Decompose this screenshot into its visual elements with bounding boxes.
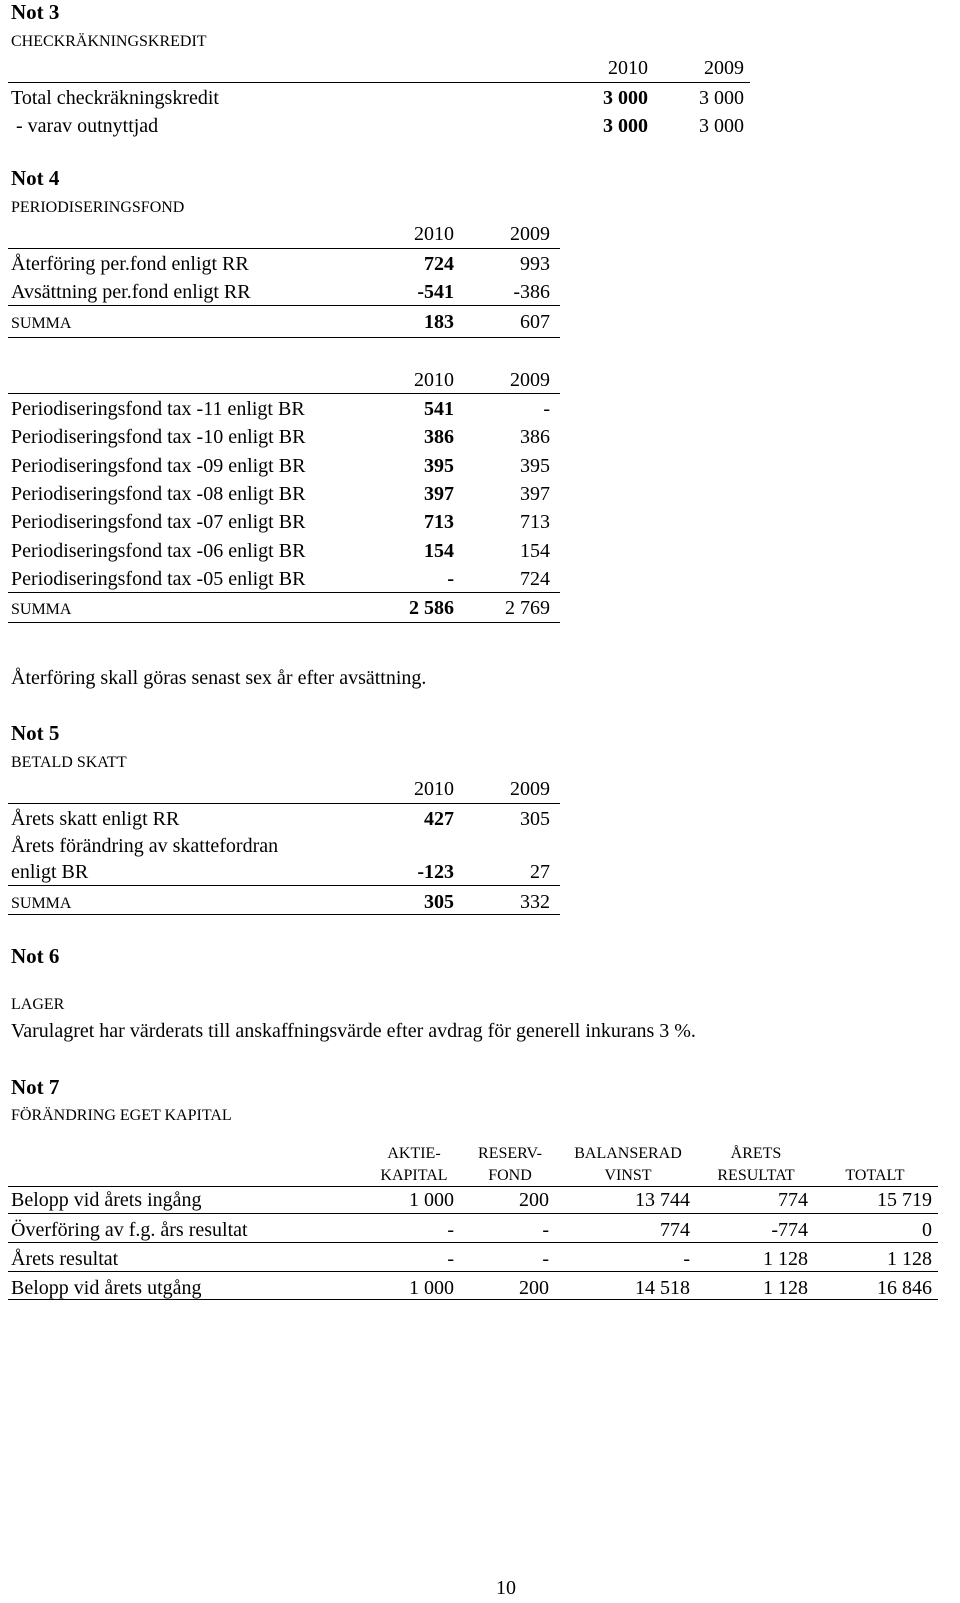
note4-sum2-underline (8, 622, 560, 623)
note7-row-cell: - (542, 1248, 549, 1270)
note7-subtitle: FÖRÄNDRING EGET KAPITAL (11, 1107, 232, 1124)
note5-header-rule (8, 803, 560, 804)
note5-sum-value-2009: 332 (520, 891, 550, 913)
note4-sum2-value-2009: 2 769 (505, 597, 550, 619)
note4-row-value-2010: 724 (424, 253, 454, 275)
note7-column-header-line2: RESULTAT (717, 1167, 795, 1184)
note7-row-rule (8, 1271, 938, 1272)
note4-table2-row-value-2010: - (447, 568, 454, 590)
note5-row1-label: Årets skatt enligt RR (11, 808, 180, 830)
note4-row-value-2009: -386 (513, 281, 550, 303)
note7-row-rule (8, 1213, 938, 1214)
note4-subtitle: PERIODISERINGSFOND (11, 199, 185, 216)
note4-table2-row-value-2009: 395 (520, 455, 550, 477)
note4-sum-value-2009: 607 (520, 311, 550, 333)
note3-row-label: - varav outnyttjad (11, 115, 159, 137)
note7-column-header-line1: RESERV- (478, 1145, 542, 1162)
note4-table2-row-label: Periodiseringsfond tax -08 enligt BR (11, 483, 306, 505)
note4-table2-row-label: Periodiseringsfond tax -07 enligt BR (11, 511, 306, 533)
note4-sum2-value-2010: 2 586 (409, 597, 454, 619)
note4-title: Not 4 (11, 166, 60, 190)
note7-row-cell: 774 (660, 1219, 690, 1241)
note5-row2-value-2009: 27 (530, 861, 550, 883)
note5-subtitle: BETALD SKATT (11, 754, 127, 771)
note3-row-value-2010: 3 000 (603, 115, 648, 137)
note5-year-2009: 2009 (510, 778, 550, 800)
note4-table2-year-2010: 2010 (414, 369, 454, 391)
note7-row-cell: 200 (519, 1189, 549, 1211)
note3-row-value-2010: 3 000 (603, 87, 648, 109)
note4-sum2-label: SUMMA (11, 601, 72, 618)
note5-sum-label: SUMMA (11, 895, 72, 912)
note7-row-cell: - (683, 1248, 690, 1270)
note5-row1-value-2009: 305 (520, 808, 550, 830)
note7-row-label: Belopp vid årets ingång (11, 1189, 202, 1211)
note4-table2-row-label: Periodiseringsfond tax -10 enligt BR (11, 426, 306, 448)
note5-sum-underline (8, 914, 560, 915)
note4-table2-row-value-2010: 397 (424, 483, 454, 505)
note4-sum-rule (8, 305, 560, 306)
note4-table2-row-value-2010: 386 (424, 426, 454, 448)
note4-sum-label: SUMMA (11, 315, 72, 332)
note7-row-cell: 15 719 (877, 1189, 932, 1211)
note6-subtitle: LAGER (11, 996, 65, 1013)
note4-table2-row-label: Periodiseringsfond tax -05 enligt BR (11, 568, 306, 590)
note4-table2-row-label: Periodiseringsfond tax -09 enligt BR (11, 455, 306, 477)
note4-table2-row-value-2009: 154 (520, 540, 550, 562)
note7-row-cell: 13 744 (635, 1189, 690, 1211)
note3-title: Not 3 (11, 0, 60, 24)
note7-row-cell: 200 (519, 1277, 549, 1299)
note5-title: Not 5 (11, 721, 60, 745)
note4-table2-row-value-2010: 154 (424, 540, 454, 562)
note7-row-rule (8, 1299, 938, 1300)
note4-header-rule (8, 248, 560, 249)
note5-row2-label-line1: Årets förändring av skattefordran (11, 835, 279, 857)
note4-footnote: Återföring skall göras senast sex år efter avsättning. (11, 667, 427, 689)
note5-row1-value-2010: 427 (424, 808, 454, 830)
note7-column-header-line2: VINST (604, 1167, 652, 1184)
note4-year-2010: 2010 (414, 223, 454, 245)
note7-row-label: Överföring av f.g. års resultat (11, 1219, 248, 1241)
note4-row-label: Avsättning per.fond enligt RR (11, 281, 251, 303)
note3-year-2009: 2009 (704, 57, 744, 79)
note4-table2-row-value-2010: 541 (424, 398, 454, 420)
note4-year-2009: 2009 (510, 223, 550, 245)
note4-table2-row-value-2009: 724 (520, 568, 550, 590)
note7-column-header-line1: ÅRETS (730, 1145, 782, 1162)
note3-header-rule (8, 82, 750, 83)
note4-table2-row-value-2010: 713 (424, 511, 454, 533)
note7-row-cell: 1 000 (409, 1277, 454, 1299)
note4-row-value-2010: -541 (417, 281, 454, 303)
note6-title: Not 6 (11, 944, 60, 968)
note4-sum-value-2010: 183 (424, 311, 454, 333)
note7-row-label: Belopp vid årets utgång (11, 1277, 202, 1299)
note7-row-label: Årets resultat (11, 1248, 119, 1270)
note7-row-cell: 0 (922, 1219, 932, 1241)
note7-row-cell: - (447, 1248, 454, 1270)
note4-table2-row-value-2009: 713 (520, 511, 550, 533)
note7-column-header-line1: BALANSERAD (574, 1145, 682, 1162)
note5-sum-value-2010: 305 (424, 891, 454, 913)
note7-row-cell: - (447, 1219, 454, 1241)
note4-sum-underline (8, 337, 560, 338)
note7-column-header-line1: AKTIE- (387, 1145, 441, 1162)
note4-table2-year-2009: 2009 (510, 369, 550, 391)
note7-row-cell: 1 128 (763, 1248, 808, 1270)
note7-title: Not 7 (11, 1075, 60, 1099)
note3-row-value-2009: 3 000 (699, 87, 744, 109)
note7-row-rule (8, 1242, 938, 1243)
note7-row-cell: 774 (778, 1189, 808, 1211)
note5-year-2010: 2010 (414, 778, 454, 800)
note4-sum2-rule (8, 592, 560, 593)
note7-row-cell: - (542, 1219, 549, 1241)
note5-sum-rule (8, 885, 560, 886)
note4-row-value-2009: 993 (520, 253, 550, 275)
note7-row-cell: 1 128 (887, 1248, 932, 1270)
note4-row-label: Återföring per.fond enligt RR (11, 253, 249, 275)
note7-row-cell: 14 518 (635, 1277, 690, 1299)
note7-row-cell: -774 (771, 1219, 808, 1241)
note3-year-2010: 2010 (608, 57, 648, 79)
note7-column-header-line2: TOTALT (845, 1167, 905, 1184)
note3-row-label: Total checkräkningskredit (11, 87, 219, 109)
note4-table2-row-label: Periodiseringsfond tax -11 enligt BR (11, 398, 305, 420)
note4-table2-row-value-2009: - (543, 398, 550, 420)
note5-row2-label-line2: enligt BR (11, 861, 89, 883)
note4-table2-header-rule (8, 393, 560, 394)
note4-table2-row-value-2009: 386 (520, 426, 550, 448)
note5-row2-value-2010: -123 (417, 861, 454, 883)
note4-table2-row-value-2009: 397 (520, 483, 550, 505)
note7-column-header-line2: KAPITAL (380, 1167, 448, 1184)
page-number: 10 (496, 1577, 516, 1599)
note7-row-cell: 1 128 (763, 1277, 808, 1299)
note4-table2-row-label: Periodiseringsfond tax -06 enligt BR (11, 540, 306, 562)
note3-subtitle: CHECKRÄKNINGSKREDIT (11, 33, 207, 50)
note4-table2-row-value-2010: 395 (424, 455, 454, 477)
note3-row-value-2009: 3 000 (699, 115, 744, 137)
note7-row-cell: 16 846 (877, 1277, 932, 1299)
note6-text: Varulagret har värderats till anskaffningsvärde efter avdrag för generell inkurans 3 %. (11, 1020, 696, 1042)
note7-row-cell: 1 000 (409, 1189, 454, 1211)
note7-header-rule (8, 1186, 938, 1187)
note7-column-header-line2: FOND (488, 1167, 532, 1184)
